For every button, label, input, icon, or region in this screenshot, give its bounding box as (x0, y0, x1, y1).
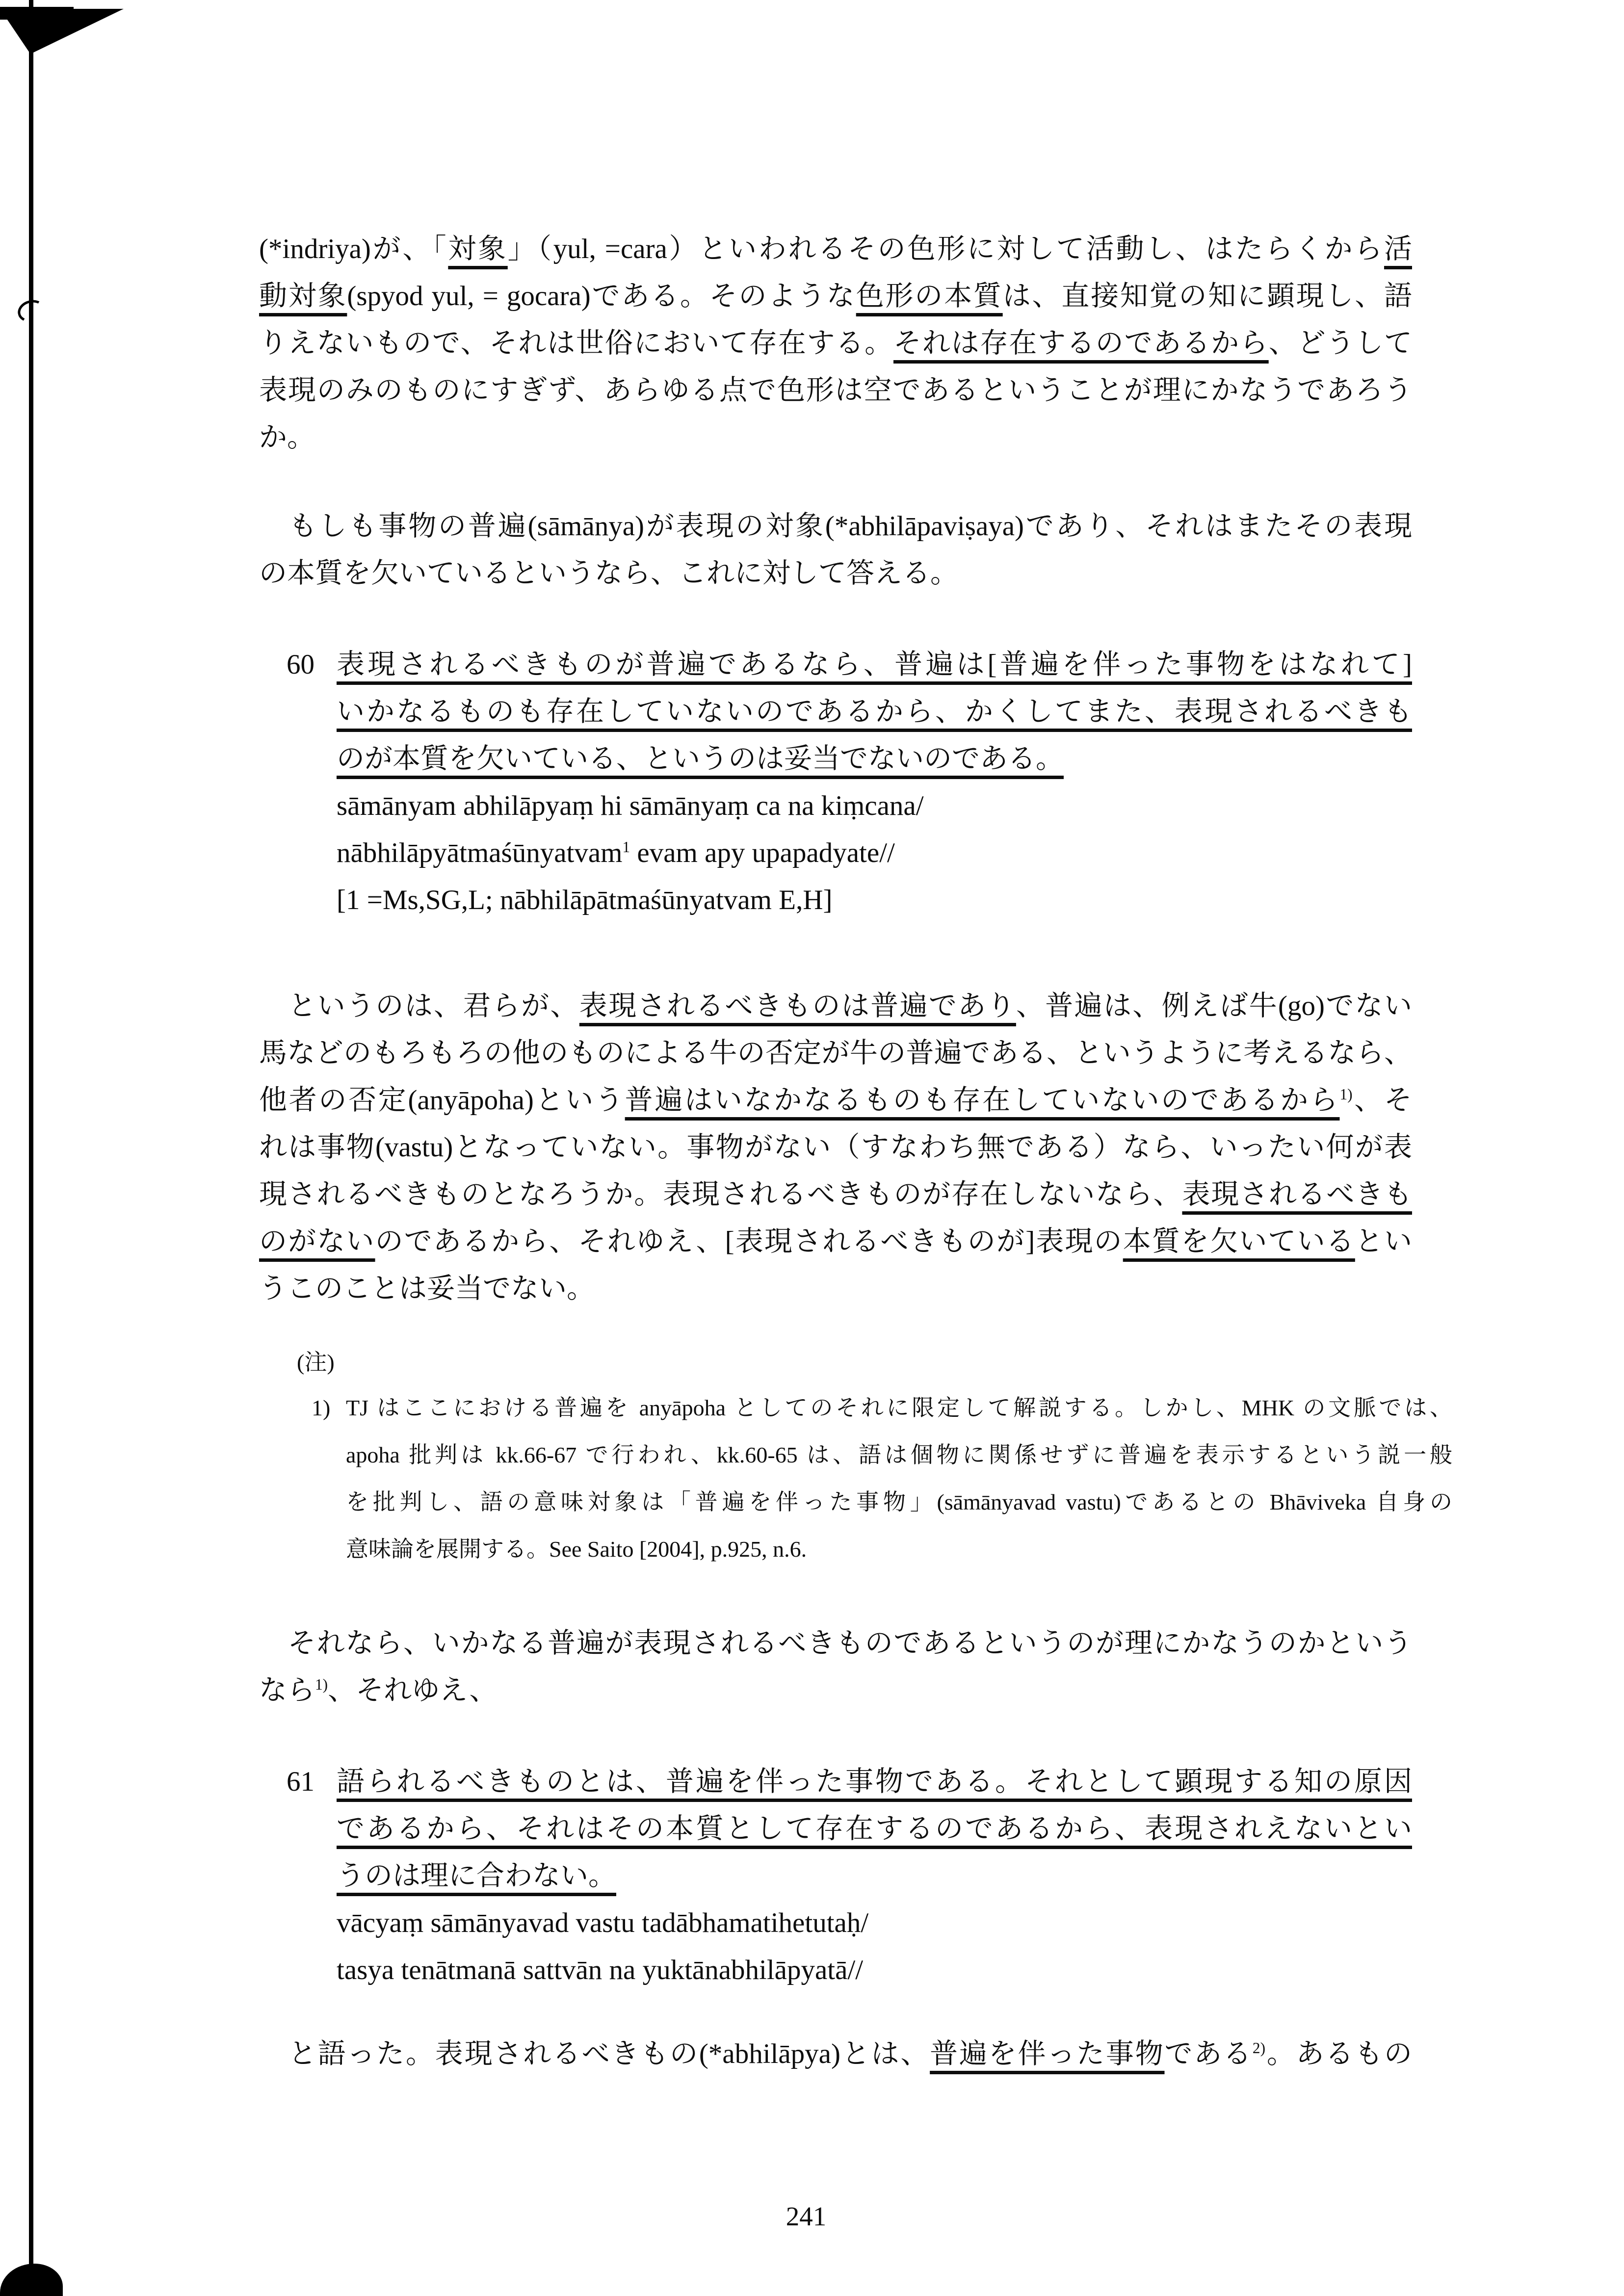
notes-header: (注) (297, 1350, 335, 1375)
page-number: 241 (786, 2201, 827, 2231)
verse-60 (287, 641, 1412, 924)
verse-60-number: 60 (287, 649, 314, 680)
verse-60-text: 表現されるべきものが普遍であるなら、普遍は[普遍を伴った事物をはなれて] いかなるものも存在していないのであるから、かくしてまた、表現されるべきも のが本質を欠いている、というのは妥当でないのである。 sāmānyam abhilāpyaṃ hi sāmānyaṃ ca na kiṃcana/ nābhilāpyātmaśūnyatvam$^1$ evam apy upapadyate// [1 =Ms,SG,L; nābhilāpātmaśūnyatvam E,H] (337, 649, 1412, 915)
verse-61 (287, 1758, 1412, 1994)
notes-section (259, 1339, 1452, 1573)
scan-artifact-bottom-blob (0, 2264, 63, 2296)
note-item-1 (312, 1385, 1452, 1573)
paragraph-commentary-61: と語った。表現されるべきもの(*abhilāpya)とは、普遍を伴った事物である$^{2)}$。あるもの (259, 2038, 1413, 2069)
paragraph-transition: それなら、いかなる普遍が表現されるべきものであるというのが理にかなうのかという なら$^{1)}$、それゆえ、 (259, 1628, 1412, 1706)
page-body (259, 226, 1452, 2240)
verse-61-number: 61 (287, 1766, 314, 1797)
paragraph-commentary-60: というのは、君らが、表現されるべきものは普遍であり、普遍は、例えば牛(go)でない 馬などのもろもろの他のものによる牛の否定が牛の普遍である、というように考えるなら、 他者の否定(anyāpoha)という普遍はいなかなるものも存在していないのであるから$^{1)}$、そ れは事物(vastu)となっていない。事物がない（すなわち無である）なら、いったい何が表 現されるべきものとなろうか。表現されるべきものが存在しないなら、表現されるべきも のがないのであるから、それゆえ、[表現されるべきものが]表現の本質を欠いているとい うこのことは妥当でない。 (259, 991, 1413, 1304)
verse-61-text: 語られるべきものとは、普遍を伴った事物である。それとして顕現する知の原因 であるから、それはその本質として存在するのであるから、表現されえないとい うのは理に合わない。 vācyaṃ sāmānyavad vastu tadābhamatihetutaḥ/ tasya tenātmanā sattvān na yuktānabhilāpyatā// (337, 1766, 1412, 1985)
note-1-text: TJ はここにおける普遍を anyāpoha としてのそれに限定して解説する。しかし、MHK の文脈では、 apoha 批判は kk.66-67 で行われ、kk.60-65 は、語は個物に関係せずに普遍を表示するという説一般 を批判し、語の意味対象は「普遍を伴った事物」(sāmānyavad vastu)であるとの Bhāviveka 自身の 意味論を展開する。See Saito [2004], p.925, n.6. (346, 1395, 1452, 1562)
scan-artifact-curl-mark (15, 297, 47, 325)
note-1-number: 1) (312, 1395, 331, 1420)
paragraph-indriya: (*indriya)が、「対象」（yul, =cara）といわれるその色形に対して活動し、はたらくから活 動対象(spyod yul, = gocara)である。そのような色形の本質は、直接知覚の知に顕現し、語 りえないもので、それは世俗において存在する。それは存在するのであるから、どうして 表現のみのものにすぎず、あらゆる点で色形は空であるということが理にかなうであろう か。 (259, 234, 1413, 453)
scan-artifact-edge-line (29, 0, 33, 2296)
paragraph-samanya-objection: もしも事物の普遍(sāmānya)が表現の対象(*abhilāpaviṣaya)であり、それはまたその表現 の本質を欠いているというなら、これに対して答える。 (259, 511, 1412, 589)
scan-artifact-corner-triangle (0, 9, 124, 54)
